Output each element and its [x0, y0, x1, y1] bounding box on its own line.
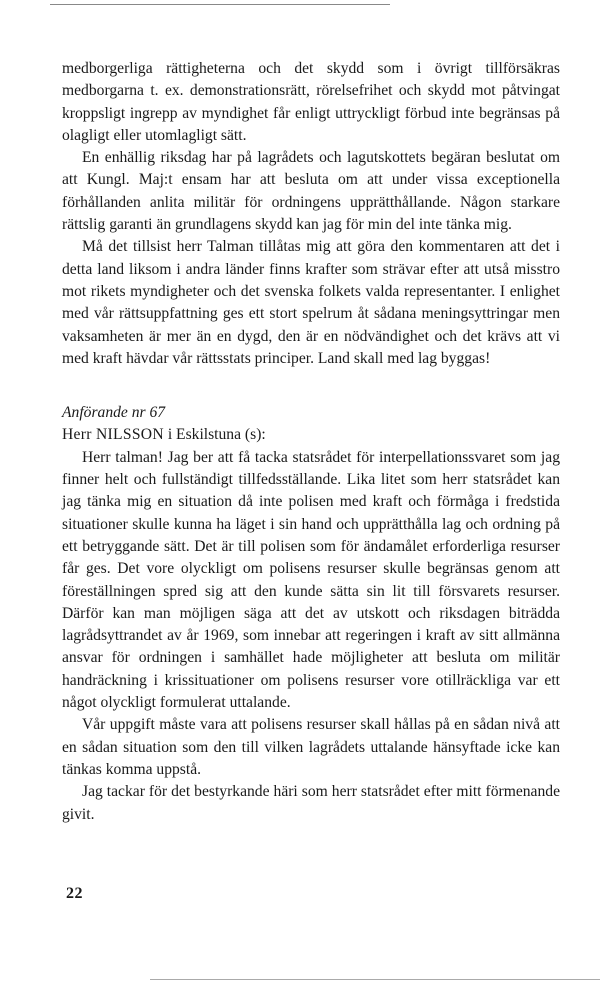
speech-paragraph-1: Herr talman! Jag ber att få tacka statsrådet för interpellationssvaret som jag finner helt och fullständigt tillfedsställande. Lika litet som herr statsrådet kan jag tänka mig en situation då inte polisen med kraft och förmåga i fredstida situationer skulle kunna ha läget i sin hand och upprätthålla lag och ordning på ett betryggande sätt. Det är till polisen som för ändamålet erforderliga resurser får ges. Det vore olyckligt om polisens resurser skulle begränsas genom att föreställningen spred sig att den kunde sätta sin lit till försvarets resurser. Därför kan man möjligen säga att det av utskott och riksdagen biträdda lagrådsyttrandet av år 1969, som innebar att regeringen i kraft av sitt allmänna ansvar för ordningen i samhället hade möjligheter att besluta om militär handräckning i krissituationer om polisens resurser vore otillräckliga var ett något olyckligt formulerat uttalande. [62, 448, 560, 712]
speech-paragraph-2: Vår uppgift måste vara att polisens resurser skall hållas på en sådan nivå att en sådan situation som den till vilken lagrådets uttalande hänsyftade icke kan tänkas komma uppstå. [62, 716, 560, 778]
section-heading: Anförande nr 67 [62, 404, 166, 422]
top-rule [50, 4, 390, 5]
bottom-rule [150, 979, 600, 980]
intro-paragraph-1: medborgerliga rättigheterna och det skydd som i övrigt tillförsäkras medborgarna t. ex. demonstrationsrätt, rörelsefrihet och skydd mot påtvingat kroppsligt ingrepp av myndighet får enligt uttryckligt förbud inte begränsas på olagligt eller utomlagligt sätt. [62, 60, 560, 144]
speaker-line [62, 424, 560, 446]
speaker-name: Herr NILSSON [62, 426, 164, 444]
page-number: 22 [66, 885, 83, 902]
document-page [62, 58, 560, 826]
speech-paragraph-3: Jag tackar för det bestyrkande häri som herr statsrådet efter mitt förmenande givit. [62, 783, 560, 823]
intro-paragraph-2: En enhällig riksdag har på lagrådets och lagutskottets begäran beslutat om att Kungl. Maj:t ensam har att besluta om att under vissa exceptionella förhållanden anlita militär för ordningens upprätthållande. Någon starkare rättslig garanti än grundlagens skydd kan jag för min del inte tänka mig. [62, 149, 560, 234]
intro-paragraph-3: Må det tillsist herr Talman tillåtas mig att göra den kommentaren att det i detta land liksom i andra länder finns krafter som strävar efter att utså misstro mot rikets myndigheter och det svenska folkets valda representanter. I enlighet med vår rättsuppfattning ges ett stort spelrum åt sådana meningsyttringar men vaksamheten är mer än en dygd, den är en nödvändighet och det krävs att vi med kraft hävdar vår rättsstats principer. Land skall med lag byggas! [62, 238, 560, 367]
section-spacer [62, 370, 560, 402]
speaker-constituency: i Eskilstuna (s): [167, 426, 266, 444]
